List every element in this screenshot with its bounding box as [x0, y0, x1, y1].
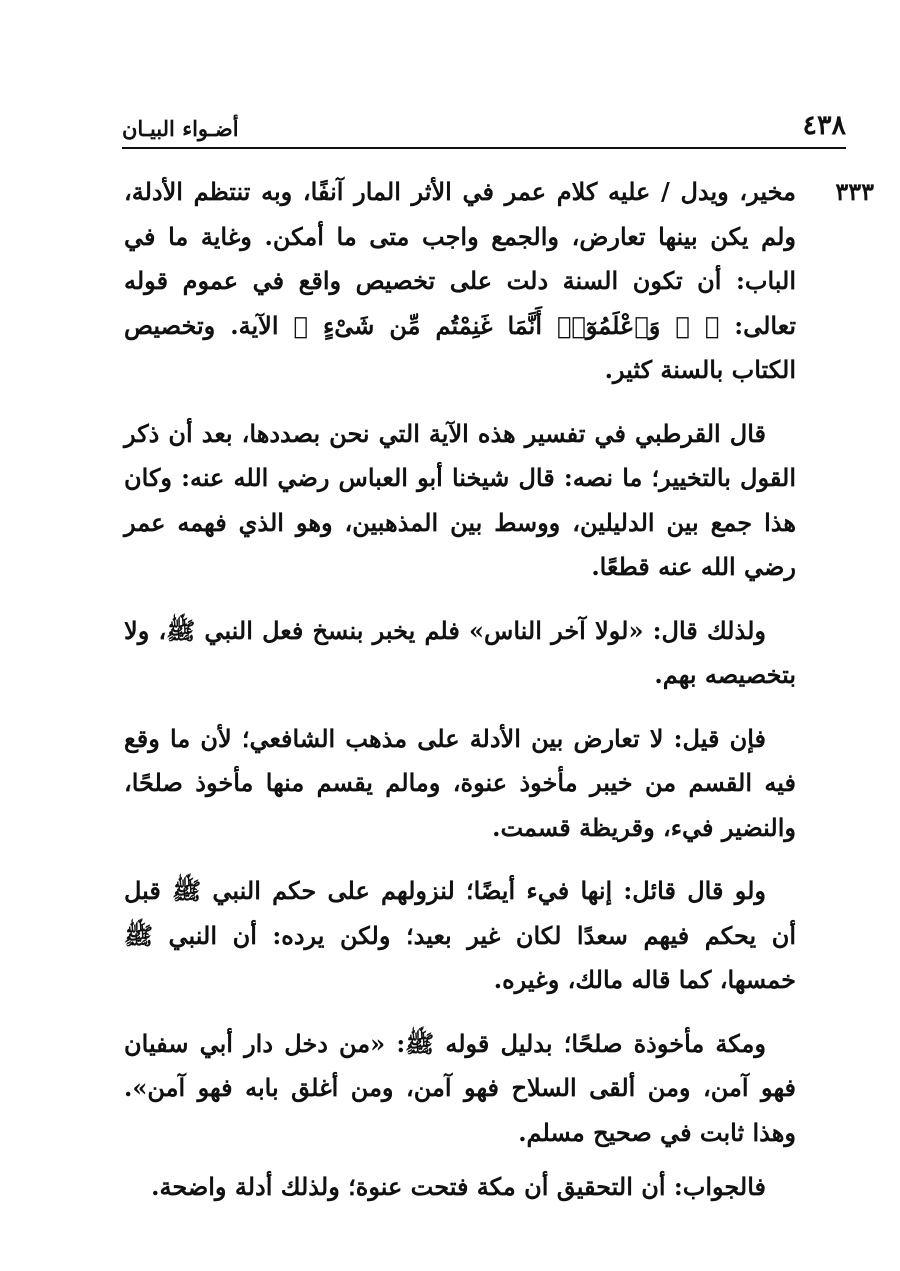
- paragraph: ولو قال قائل: إنها فيء أيضًا؛ لنزولهم على حكم النبي ﷺ قبل أن يحكم فيهم سعدًا لكان غير بعيد؛ ولكن يرده: أن النبي ﷺ خمسها، كما قاله مالك، وغيره.: [124, 876, 796, 994]
- body-text: [124, 170, 796, 1210]
- running-title: أضـواء البيـان: [122, 116, 239, 141]
- page-header: [122, 108, 846, 148]
- paragraph: ولذلك قال: «لولا آخر الناس» فلم يخبر بنسخ فعل النبي ﷺ، ولا بتخصيصه بهم.: [124, 615, 796, 689]
- paragraph: قال القرطبي في تفسير هذه الآية التي نحن بصددها، بعد أن ذكر القول بالتخيير؛ ما نصه: قال شيخنا أبو العباس رضي الله عنه: وكان هذا جمع بين الدليلين، ووسط بين المذهبين، وهو الذي فهمه عمر رضي الله عنه قطعًا.: [124, 418, 796, 581]
- page-number: ٤٣٨: [802, 110, 846, 141]
- paragraph: فالجواب: أن التحقيق أن مكة فتحت عنوة؛ ولذلك أدلة واضحة.: [151, 1172, 766, 1201]
- paragraph: فإن قيل: لا تعارض بين الأدلة على مذهب الشافعي؛ لأن ما وقع فيه القسم من خيبر مأخوذ عنوة، ومالم يقسم منها مأخوذ صلحًا، والنضير فيء، وقريظة قسمت.: [124, 723, 796, 842]
- header-divider: [122, 147, 846, 149]
- paragraph: ومكة مأخوذة صلحًا؛ بدليل قوله ﷺ: «من دخل دار أبي سفيان فهو آمن، ومن ألقى السلاح فهو آمن، ومن أغلق بابه فهو آمن». وهذا ثابت في صحيح مسلم.: [124, 1028, 796, 1147]
- margin-reference-number: ٣٣٣: [835, 177, 874, 206]
- paragraph: مخير، ويدل / عليه كلام عمر في الأثر المار آنفًا، وبه تنتظم الأدلة، ولم يكن بينها تعارض، والجمع واجب متى ما أمكن. وغاية ما في الباب: أن تكون السنة دلت على تخصيص واقع في عموم قوله تعالى: ﴿ ۞ وَٱعْلَمُوٓا۟ أَنَّمَا غَنِمْتُم مِّن شَىْءٍ ﴾ الآية. وتخصيص الكتاب بالسنة كثير.: [124, 177, 796, 384]
